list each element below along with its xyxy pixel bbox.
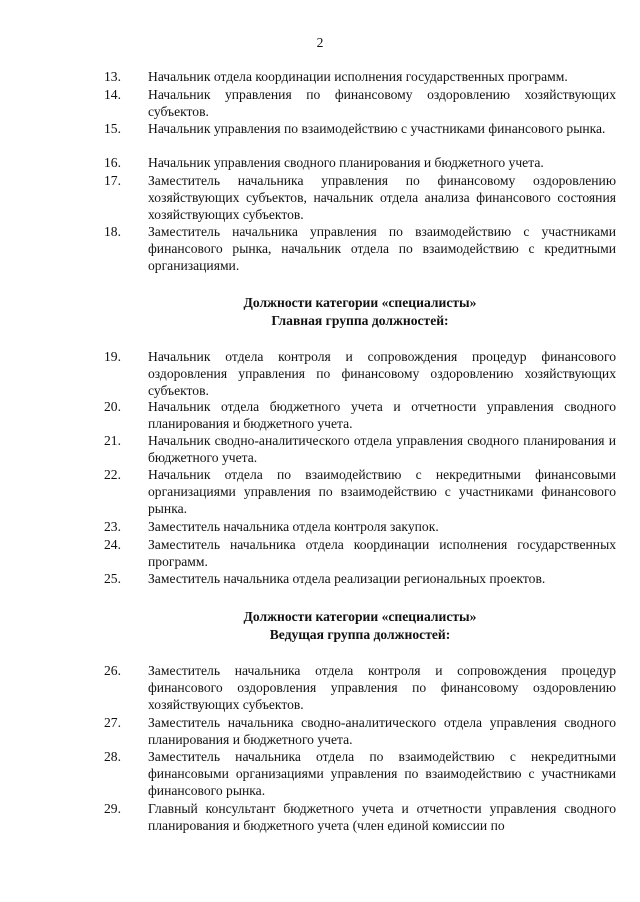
item-text: Заместитель начальника отдела контроля закупок. (148, 519, 439, 534)
item-text: Заместитель начальника управления по финансовому оздоровлению хозяйствующих субъектов, начальник отдела анализа финансового состояния хозяйствующих субъектов. (148, 173, 616, 222)
list-item (104, 800, 616, 834)
list-item (104, 748, 616, 799)
item-number: 23. (104, 519, 121, 534)
item-number: 25. (104, 571, 121, 586)
list-item (104, 432, 616, 466)
item-number: 20. (104, 399, 121, 414)
list-item (104, 518, 616, 535)
item-number: 24. (104, 537, 121, 552)
list-item (104, 714, 616, 748)
item-number: 17. (104, 173, 121, 188)
list-item (104, 223, 616, 274)
item-number: 22. (104, 467, 121, 482)
item-text: Заместитель начальника сводно-аналитического отдела управления сводного планирования и бюджетного учета. (148, 715, 616, 747)
item-text: Начальник отдела бюджетного учета и отчетности управления сводного планирования и бюджетного учета. (148, 399, 616, 431)
item-text: Заместитель начальника отдела реализации региональных проектов. (148, 571, 546, 586)
item-text: Начальник отдела координации исполнения государственных программ. (148, 69, 568, 84)
item-number: 16. (104, 155, 121, 170)
list-item (104, 172, 616, 223)
section-subheading: Главная группа должностей: (271, 313, 449, 328)
item-text: Начальник отдела по взаимодействию с некредитными финансовыми организациями управления по взаимодействию с участниками финансового рынка. (148, 467, 616, 516)
item-text: Заместитель начальника управления по взаимодействию с участниками финансового рынка, начальник отдела по взаимодействию с кредитными организациями. (148, 224, 616, 273)
item-text: Заместитель начальника отдела координации исполнения государственных программ. (148, 537, 616, 569)
item-text: Начальник управления по финансовому оздоровлению хозяйствующих субъектов. (148, 87, 616, 119)
item-text: Заместитель начальника отдела по взаимодействию с некредитными финансовыми организациями управления по взаимодействию с участниками финансового рынка. (148, 749, 616, 798)
item-text: Начальник управления по взаимодействию с участниками финансового рынка. (148, 121, 606, 136)
item-number: 13. (104, 69, 121, 84)
item-number: 18. (104, 224, 121, 239)
item-number: 29. (104, 801, 121, 816)
list-item (104, 466, 616, 517)
section-heading: Должности категории «специалисты» (243, 295, 477, 310)
item-number: 19. (104, 349, 121, 364)
list-item (104, 398, 616, 432)
section-heading: Должности категории «специалисты» (243, 609, 477, 624)
list-item (104, 120, 616, 137)
item-number: 28. (104, 749, 121, 764)
section-subheading: Ведущая группа должностей: (269, 627, 451, 642)
item-text: Начальник сводно-аналитического отдела управления сводного планирования и бюджетного учета. (148, 433, 616, 465)
item-number: 26. (104, 663, 121, 678)
item-text: Начальник отдела контроля и сопровождения процедур финансового оздоровления управления по финансовому оздоровлению хозяйствующих субъектов. (148, 349, 616, 398)
item-number: 15. (104, 121, 121, 136)
list-item (104, 536, 616, 570)
list-item (104, 348, 616, 399)
list-item (104, 86, 616, 120)
list-item (104, 68, 616, 85)
list-item (104, 662, 616, 713)
item-number: 21. (104, 433, 121, 448)
item-text: Главный консультант бюджетного учета и отчетности управления сводного планирования и бюджетного учета (член единой комиссии по (148, 801, 616, 833)
item-text: Заместитель начальника отдела контроля и сопровождения процедур финансового оздоровления управления по финансовому оздоровлению хозяйствующих субъектов. (148, 663, 616, 712)
list-item (104, 570, 616, 587)
page-number: 2 (316, 35, 324, 50)
item-number: 14. (104, 87, 121, 102)
list-item (104, 154, 616, 171)
item-text: Начальник управления сводного планирования и бюджетного учета. (148, 155, 544, 170)
item-number: 27. (104, 715, 121, 730)
